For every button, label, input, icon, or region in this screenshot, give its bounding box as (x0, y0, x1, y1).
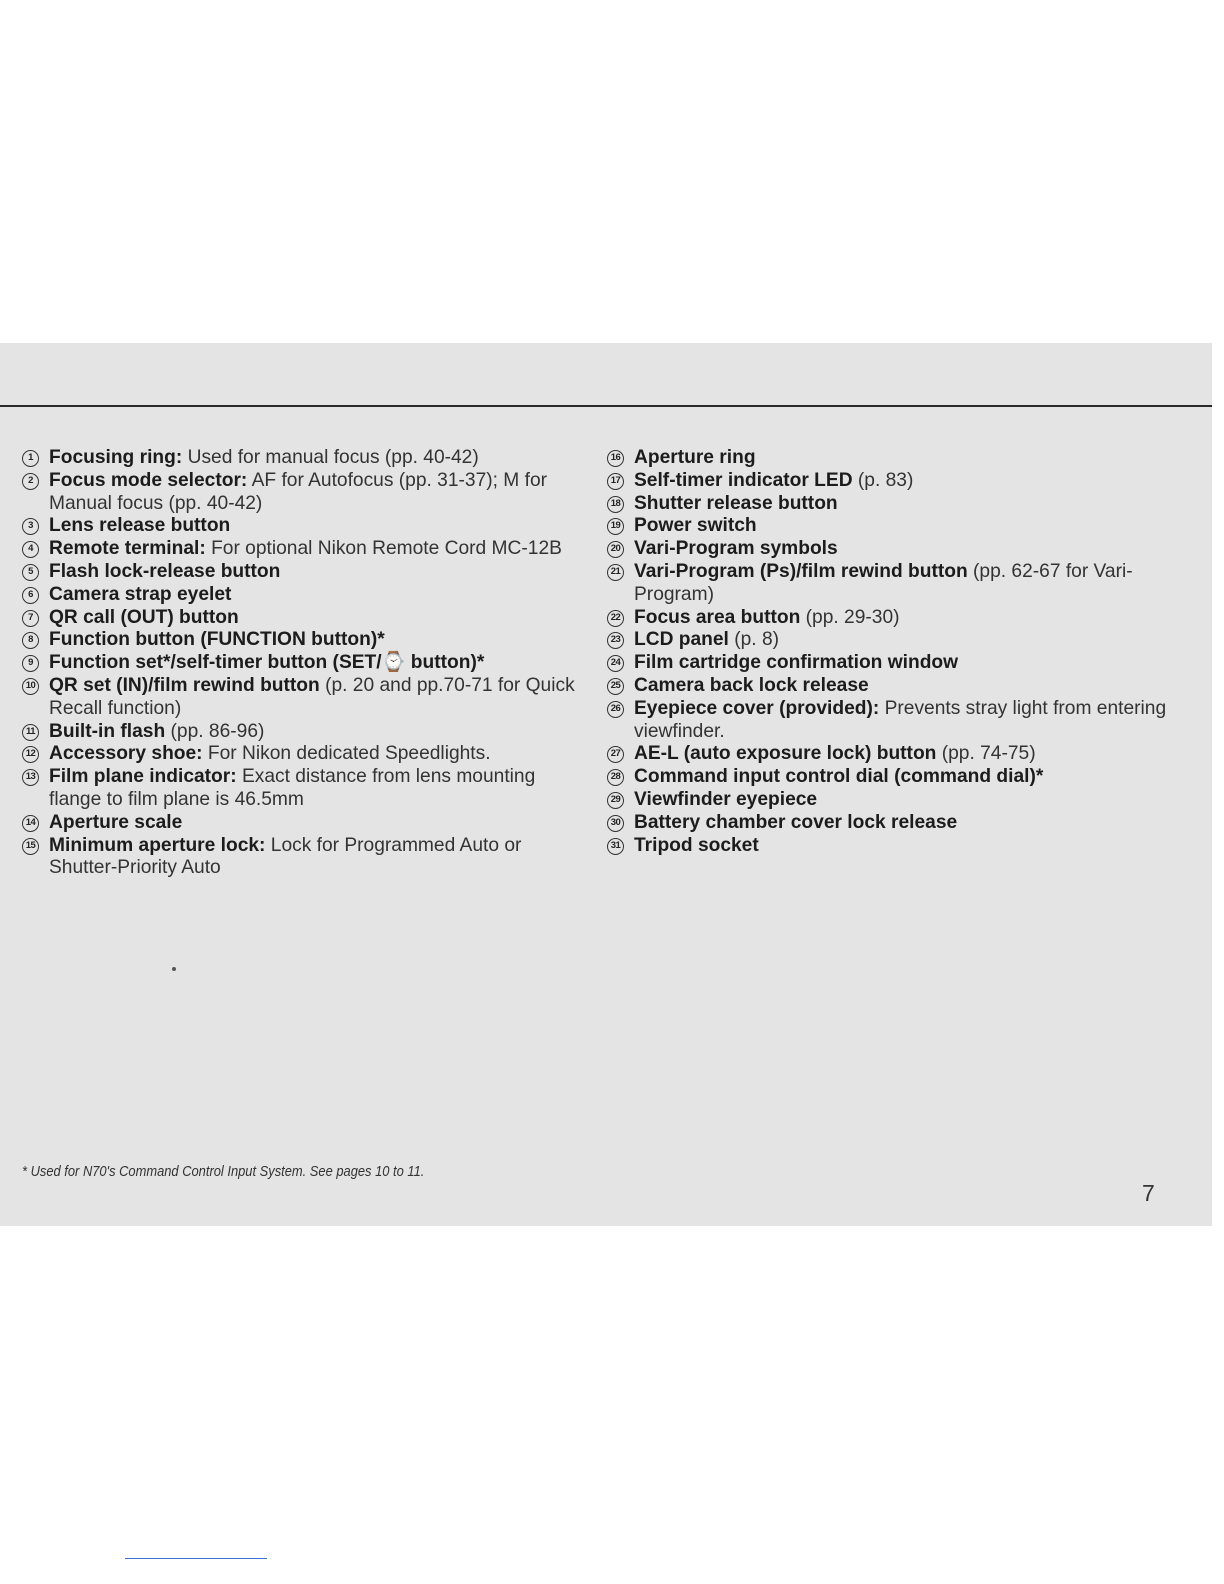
item-number: 12 (22, 746, 39, 763)
item-number: 24 (607, 655, 624, 672)
item-description: For Nikon dedicated Speedlights. (202, 743, 491, 765)
list-item (607, 493, 1197, 516)
item-number: 14 (22, 815, 39, 832)
list-item (22, 515, 582, 538)
list-item (607, 561, 1197, 607)
item-label: Camera back lock release (634, 674, 869, 696)
list-item (607, 789, 1197, 812)
item-label: LCD panel (634, 629, 729, 651)
item-number: 2 (22, 473, 39, 490)
item-number: 23 (607, 632, 624, 649)
item-number: 20 (607, 541, 624, 558)
item-number: 30 (607, 815, 624, 832)
item-number: 11 (22, 724, 39, 741)
item-number: 17 (607, 473, 624, 490)
item-number: 16 (607, 450, 624, 467)
list-item (22, 743, 582, 766)
item-label: Function button (FUNCTION button)* (49, 629, 385, 651)
item-description: (pp. 86-96) (165, 720, 265, 742)
item-label: Minimum aperture lock: (49, 834, 266, 856)
item-number: 21 (607, 564, 624, 581)
header-rule (0, 405, 1212, 407)
list-item (22, 721, 582, 744)
item-label: Focus mode selector: (49, 469, 248, 491)
list-item (22, 584, 582, 607)
item-description: For optional Nikon Remote Cord MC-12B (205, 538, 562, 560)
item-description: Used for manual focus (pp. 40-42) (182, 447, 479, 468)
item-label: Self-timer indicator LED (634, 469, 853, 491)
item-number: 28 (607, 769, 624, 786)
item-number: 9 (22, 655, 39, 672)
item-number: 7 (22, 610, 39, 627)
item-label: Accessory shoe: (49, 743, 203, 765)
item-label: Film cartridge confirmation window (634, 652, 959, 674)
item-number: 6 (22, 587, 39, 604)
item-label: Flash lock-release button (49, 560, 281, 582)
item-number: 31 (607, 838, 624, 855)
item-number: 8 (22, 632, 39, 649)
item-number: 13 (22, 769, 39, 786)
list-item (22, 561, 582, 584)
item-description: (pp. 62-67 for Vari-Program) (634, 560, 1133, 605)
item-description: AF for Autofocus (pp. 31-37); M for Manual focus (pp. 40-42) (49, 469, 548, 514)
item-label: Aperture ring (634, 447, 756, 468)
item-number: 27 (607, 746, 624, 763)
item-label: Vari-Program symbols (634, 538, 838, 560)
item-description: Exact distance from lens mounting flange to film plane is 46.5mm (49, 766, 536, 810)
item-description: (p. 83) (852, 469, 914, 491)
list-item (22, 652, 582, 675)
item-label: QR call (OUT) button (49, 606, 239, 628)
item-description: Lock for Programmed Auto or Shutter-Priority Auto (49, 834, 522, 879)
list-item (607, 607, 1197, 630)
item-number: 25 (607, 678, 624, 695)
item-number: 15 (22, 838, 39, 855)
item-description: (p. 20 and pp.70-71 for Quick Recall function) (49, 674, 575, 719)
list-item (607, 447, 1197, 470)
list-item (607, 743, 1197, 766)
list-item (22, 447, 582, 470)
list-item (607, 629, 1197, 652)
parts-list-right (607, 447, 1197, 857)
item-label: Film plane indicator: (49, 766, 237, 788)
list-item (22, 812, 582, 835)
item-label: Power switch (634, 515, 757, 537)
footnote: * Used for N70's Command Control Input System. See pages 10 to 11. (22, 1163, 425, 1180)
list-item (607, 812, 1197, 835)
list-item (607, 515, 1197, 538)
item-description: (pp. 74-75) (936, 743, 1036, 765)
item-label: Remote terminal: (49, 538, 206, 560)
list-item (22, 607, 582, 630)
item-description: (p. 8) (728, 629, 780, 651)
list-item (22, 766, 582, 812)
item-label: Built-in flash (49, 720, 166, 742)
item-label: Vari-Program (Ps)/film rewind button (634, 560, 968, 582)
list-item (22, 538, 582, 561)
list-item (22, 629, 582, 652)
list-item (607, 835, 1197, 858)
list-item (607, 698, 1197, 744)
page-number: 7 (1142, 1180, 1155, 1206)
item-label: Camera strap eyelet (49, 583, 232, 605)
list-item (607, 675, 1197, 698)
item-label: Eyepiece cover (provided): (634, 697, 880, 719)
item-label: Battery chamber cover lock release (634, 811, 958, 833)
item-number: 19 (607, 518, 624, 535)
item-number: 22 (607, 610, 624, 627)
item-label: Function set*/self-timer button (SET/⌚ button)* (49, 652, 485, 674)
item-label: Lens release button (49, 515, 231, 537)
item-label: Command input control dial (command dial)* (634, 766, 1044, 788)
list-item (22, 835, 582, 881)
scan-speck (172, 967, 176, 971)
item-number: 4 (22, 541, 39, 558)
list-item (22, 675, 582, 721)
parts-list-left (22, 447, 582, 880)
item-label: Focusing ring: (49, 447, 183, 468)
item-number: 26 (607, 701, 624, 718)
item-label: Aperture scale (49, 811, 183, 833)
item-description: Prevents stray light from entering viewfinder. (634, 697, 1167, 742)
list-item (607, 470, 1197, 493)
item-number: 1 (22, 450, 39, 467)
item-number: 29 (607, 792, 624, 809)
item-number: 18 (607, 496, 624, 513)
list-item (607, 538, 1197, 561)
list-item (607, 766, 1197, 789)
item-label: Shutter release button (634, 492, 838, 514)
item-label: Focus area button (634, 606, 801, 628)
item-label: QR set (IN)/film rewind button (49, 674, 320, 696)
item-number: 3 (22, 518, 39, 535)
item-label: AE-L (auto exposure lock) button (634, 743, 937, 765)
item-label: Tripod socket (634, 834, 759, 856)
link-underline (125, 1558, 267, 1559)
list-item (607, 652, 1197, 675)
item-description: (pp. 29-30) (800, 606, 900, 628)
item-label: Viewfinder eyepiece (634, 788, 818, 810)
item-number: 5 (22, 564, 39, 581)
list-item (22, 470, 582, 516)
item-number: 10 (22, 678, 39, 695)
